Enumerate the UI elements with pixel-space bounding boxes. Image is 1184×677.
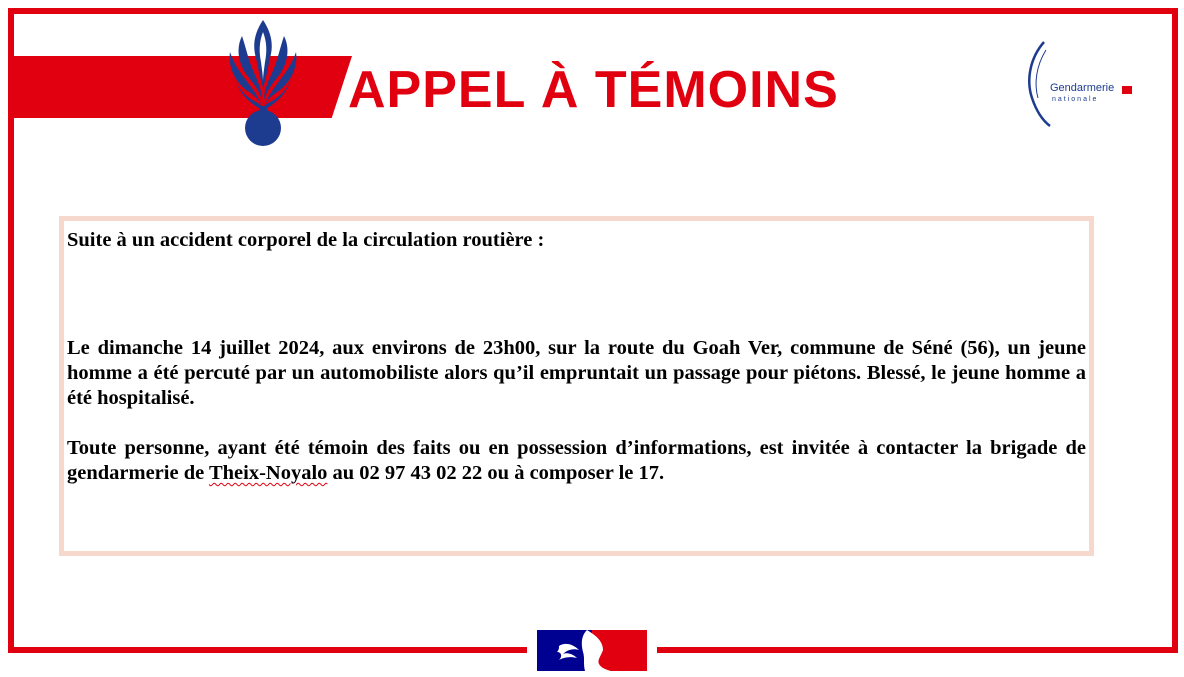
notice-heading: Suite à un accident corporel de la circulation routière : [67,229,545,251]
gendarmerie-logo-name: Gendarmerie [1050,82,1115,94]
gendarmerie-logo-subtitle: nationale [1052,96,1099,103]
notice-paragraph-incident: Le dimanche 14 juillet 2024, aux environs de 23h00, sur la route du Goah Ver, commune de Séné (56), un jeune homme a été percuté par un automobiliste alors qu’il empruntait un passage pour piétons. Blessé, le jeune homme a été hospitalisé. [67,337,1086,409]
notice-box [59,216,1094,556]
marianne-icon [537,630,647,671]
contact-text-start: Toute personne, ayant été témoin des faits ou en possession d’informations, est invitée à contacter la brigade de gendarmerie de [67,437,1086,484]
gendarmerie-logo [1024,40,1144,130]
contact-text-end: au 02 97 43 02 22 ou à composer le 17. [327,462,665,484]
grenade-icon [222,18,304,148]
notice-paragraph-contact [67,436,1086,486]
gendarmerie-flag-mark [1122,86,1132,94]
contact-place-name: Theix-Noyalo [208,462,328,484]
page-title: APPEL À TÉMOINS [348,61,839,119]
